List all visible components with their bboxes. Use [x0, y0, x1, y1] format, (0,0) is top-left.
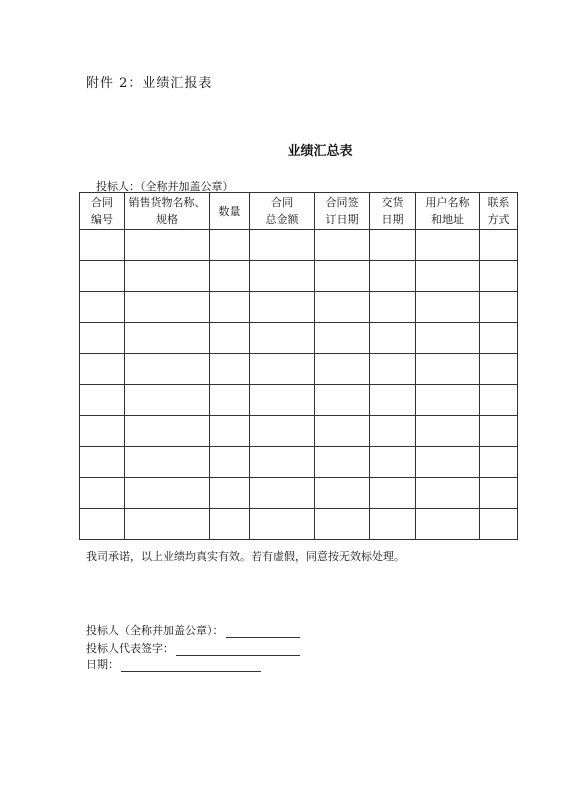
- table-cell: [250, 230, 315, 261]
- bidder-signature-label: 投标人（全称并加盖公章）：: [86, 624, 224, 637]
- table-cell: [210, 230, 250, 261]
- table-cell: [315, 354, 370, 385]
- rep-signature-line: [176, 643, 300, 656]
- table-cell: [210, 509, 250, 540]
- table-row: [80, 385, 518, 416]
- table-cell: [210, 354, 250, 385]
- table-cell: [416, 447, 480, 478]
- table-cell: [80, 230, 125, 261]
- table-cell: [125, 509, 210, 540]
- date-line: [121, 659, 261, 672]
- table-row: [80, 416, 518, 447]
- table-cell: [250, 323, 315, 354]
- table-cell: [416, 416, 480, 447]
- table-cell: [125, 478, 210, 509]
- table-cell: [480, 478, 518, 509]
- table-cell: [80, 447, 125, 478]
- table-cell: [210, 385, 250, 416]
- rep-signature-label: 投标人代表签字：: [86, 642, 174, 655]
- table-cell: [315, 292, 370, 323]
- table-cell: [125, 354, 210, 385]
- commitment-text: 我司承诺，以上业绩均真实有效。若有虚假，同意按无效标处理。: [86, 550, 405, 563]
- table-cell: [480, 385, 518, 416]
- table-cell: [250, 261, 315, 292]
- date-label: 日期：: [86, 658, 119, 671]
- table-row: [80, 509, 518, 540]
- table-title: 业绩汇总表: [287, 144, 353, 159]
- table-cell: [80, 354, 125, 385]
- table-row: [80, 292, 518, 323]
- header-sign-date: 合同签 订日期: [315, 193, 370, 230]
- header-contract-no: 合同 编号: [80, 193, 125, 230]
- table-cell: [370, 354, 416, 385]
- header-contract-amount: 合同 总金额: [250, 193, 315, 230]
- table-cell: [480, 292, 518, 323]
- table-cell: [416, 323, 480, 354]
- table-cell: [370, 323, 416, 354]
- table-cell: [480, 354, 518, 385]
- table-cell: [80, 261, 125, 292]
- table-cell: [480, 447, 518, 478]
- table-cell: [80, 416, 125, 447]
- table-cell: [416, 230, 480, 261]
- table-row: [80, 447, 518, 478]
- table-cell: [416, 354, 480, 385]
- table-cell: [210, 478, 250, 509]
- table-cell: [480, 230, 518, 261]
- table-cell: [315, 478, 370, 509]
- header-quantity: 数量: [210, 193, 250, 230]
- table-cell: [480, 416, 518, 447]
- table-cell: [210, 447, 250, 478]
- table-cell: [250, 447, 315, 478]
- rep-signature-row: [86, 640, 300, 656]
- table-cell: [416, 385, 480, 416]
- table-row: [80, 323, 518, 354]
- table-cell: [480, 261, 518, 292]
- table-cell: [210, 292, 250, 323]
- table-cell: [370, 447, 416, 478]
- header-goods-name: 销售货物名称、 规格: [125, 193, 210, 230]
- table-cell: [416, 292, 480, 323]
- table-cell: [80, 292, 125, 323]
- table-cell: [80, 509, 125, 540]
- bidder-note: 投标人：（全称并加盖公章）: [96, 180, 234, 193]
- table-cell: [370, 416, 416, 447]
- table-row: [80, 354, 518, 385]
- table-cell: [250, 385, 315, 416]
- date-row: [86, 656, 261, 672]
- table-cell: [250, 478, 315, 509]
- table-cell: [480, 323, 518, 354]
- header-user-address: 用户名称 和地址: [416, 193, 480, 230]
- table-cell: [210, 416, 250, 447]
- table-cell: [250, 509, 315, 540]
- table-row: [80, 478, 518, 509]
- table-cell: [250, 292, 315, 323]
- table-cell: [370, 509, 416, 540]
- attachment-label: 附件 2：业绩汇报表: [86, 76, 213, 91]
- table-cell: [315, 509, 370, 540]
- table-row: [80, 230, 518, 261]
- table-cell: [370, 292, 416, 323]
- bidder-signature-line: [226, 625, 300, 638]
- table-cell: [370, 385, 416, 416]
- table-cell: [416, 478, 480, 509]
- table-cell: [250, 416, 315, 447]
- table-cell: [315, 323, 370, 354]
- table-cell: [315, 447, 370, 478]
- table-cell: [125, 261, 210, 292]
- bidder-signature-row: [86, 622, 300, 638]
- table-cell: [125, 416, 210, 447]
- header-contact: 联系 方式: [480, 193, 518, 230]
- table-cell: [125, 230, 210, 261]
- table-cell: [210, 323, 250, 354]
- table-cell: [210, 261, 250, 292]
- table-cell: [315, 261, 370, 292]
- table-cell: [370, 261, 416, 292]
- performance-table: [79, 192, 518, 540]
- table-cell: [315, 416, 370, 447]
- header-delivery-date: 交货 日期: [370, 193, 416, 230]
- table-cell: [480, 509, 518, 540]
- table-cell: [80, 385, 125, 416]
- table-cell: [370, 230, 416, 261]
- table-cell: [250, 354, 315, 385]
- table-cell: [370, 478, 416, 509]
- table-cell: [315, 230, 370, 261]
- table-cell: [125, 447, 210, 478]
- table-row: [80, 261, 518, 292]
- table-header-row: [80, 193, 518, 230]
- table-cell: [80, 323, 125, 354]
- table-cell: [125, 385, 210, 416]
- table-cell: [125, 323, 210, 354]
- table-cell: [416, 509, 480, 540]
- table-cell: [125, 292, 210, 323]
- table-cell: [416, 261, 480, 292]
- table-cell: [80, 478, 125, 509]
- table-cell: [315, 385, 370, 416]
